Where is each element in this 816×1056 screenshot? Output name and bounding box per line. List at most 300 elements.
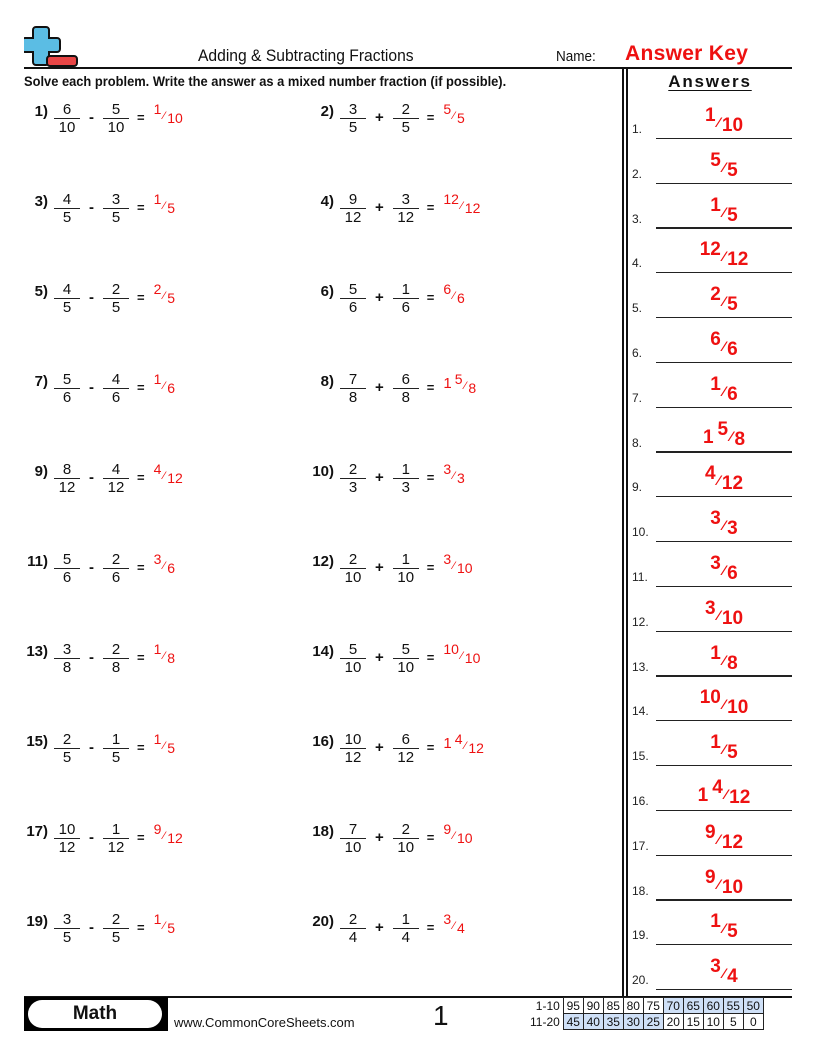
fraction-slash: ⁄: [717, 114, 720, 130]
answer-label: 11.: [632, 570, 648, 584]
denominator: 4: [340, 928, 366, 946]
operator: -: [89, 828, 94, 846]
answer-key-row: [628, 587, 792, 632]
numerator: 4: [111, 460, 121, 478]
score-cell: 75: [643, 998, 663, 1014]
answer-key-row: [628, 408, 792, 453]
fraction-slash: ⁄: [163, 919, 166, 932]
answer-denominator: 5: [457, 109, 465, 126]
denominator: 12: [393, 208, 419, 226]
problem-item: [300, 98, 465, 138]
answer-denominator: 5: [727, 159, 738, 181]
problem-item: [300, 728, 484, 768]
answer-label: 20.: [632, 973, 649, 988]
numerator: 2: [111, 910, 121, 928]
problem-answer: [443, 460, 465, 486]
denominator: 12: [340, 748, 366, 766]
problem-item: [14, 188, 175, 228]
problem-number: 6): [320, 282, 334, 300]
problem-number: 4): [320, 192, 334, 210]
answer-label: 12.: [632, 614, 649, 629]
numerator: 1: [401, 550, 410, 568]
fraction-a: [340, 731, 366, 766]
score-range-label: 1-10: [535, 998, 560, 1013]
answer-label: 13.: [632, 659, 649, 674]
answer-numerator: 4: [712, 777, 723, 798]
denominator: 10: [393, 568, 419, 586]
answer-denominator: 5: [167, 739, 176, 756]
answer-value: [656, 911, 792, 943]
answer-numerator: 1: [153, 100, 162, 117]
numerator: 4: [111, 370, 121, 388]
fraction-slash: ⁄: [464, 379, 467, 392]
operator: -: [89, 288, 94, 306]
fraction-slash: ⁄: [722, 920, 726, 937]
answer-label: 7.: [632, 390, 643, 405]
denominator: 5: [54, 298, 80, 316]
answer-value: [656, 194, 792, 226]
fraction-slash: ⁄: [722, 338, 726, 354]
denominator: 6: [103, 388, 129, 406]
equals-sign: =: [426, 199, 435, 215]
answer-label: 17.: [632, 838, 649, 853]
fraction-slash: ⁄: [460, 649, 463, 662]
answer-value: [656, 777, 792, 808]
answer-key-row: [628, 676, 792, 721]
denominator: 10: [393, 838, 419, 856]
fraction-slash: ⁄: [453, 829, 455, 842]
numerator: 9: [348, 190, 358, 208]
fraction-slash: ⁄: [453, 469, 455, 482]
answer-numerator: 3: [704, 597, 716, 619]
answer-denominator: 6: [457, 289, 465, 306]
operator: +: [375, 468, 384, 486]
answer-value: [656, 732, 792, 764]
answer-denominator: 6: [167, 379, 176, 396]
numerator: 3: [401, 190, 410, 208]
fraction-b: [103, 371, 129, 406]
answer-key-row: [628, 228, 792, 273]
problem-answer: [443, 730, 484, 756]
operator: +: [375, 288, 384, 306]
answer-label: 18.: [632, 883, 649, 898]
problem-item: [300, 818, 473, 858]
fraction-slash: ⁄: [163, 289, 166, 302]
answer-key-row: [628, 721, 792, 766]
denominator: 8: [393, 388, 419, 406]
score-cell: 85: [603, 998, 623, 1014]
subject-badge: Math: [28, 1000, 162, 1028]
problem-item: [300, 548, 473, 588]
answer-numerator: 3: [710, 956, 721, 978]
equals-sign: =: [426, 289, 435, 305]
numerator: 7: [348, 370, 358, 388]
denominator: 10: [340, 568, 366, 586]
score-cell: 65: [683, 998, 703, 1014]
numerator: 2: [111, 640, 121, 658]
fraction-slash: ⁄: [722, 965, 726, 982]
problem-number: 12): [312, 552, 334, 570]
answer-value: [656, 149, 792, 181]
score-cell: 70: [663, 998, 683, 1014]
score-cell: 60: [703, 998, 723, 1014]
answer-label: 15.: [632, 749, 649, 764]
numerator: 2: [348, 550, 358, 568]
operator: -: [89, 108, 94, 126]
problem-answer: [443, 820, 473, 846]
answer-denominator: 12: [729, 787, 751, 808]
fraction-slash: ⁄: [717, 830, 720, 847]
answer-denominator: 4: [727, 966, 738, 988]
fraction-b: [103, 281, 129, 316]
answer-numerator: 2: [710, 284, 721, 306]
site-url[interactable]: www.CommonCoreSheets.com: [174, 1015, 355, 1030]
denominator: 6: [54, 568, 80, 586]
fraction-a: [340, 821, 366, 856]
numerator: 3: [111, 190, 121, 208]
denominator: 8: [340, 388, 366, 406]
answer-key-row: [628, 273, 792, 318]
equals-sign: =: [426, 829, 435, 845]
problem-answer: [153, 550, 176, 576]
problem-item: [300, 278, 465, 318]
answer-numerator: 1: [153, 370, 162, 387]
answer-denominator: 3: [727, 518, 738, 540]
fraction-b: [103, 191, 129, 226]
fraction-slash: ⁄: [453, 559, 455, 572]
problem-answer: [153, 190, 176, 216]
answer-whole: 1: [443, 374, 452, 392]
answer-numerator: 3: [443, 460, 452, 477]
fraction-a: [340, 551, 366, 586]
equals-sign: =: [137, 379, 145, 395]
answer-key-row: [628, 452, 792, 497]
answer-denominator: 8: [727, 652, 738, 674]
problem-number: 3): [34, 192, 48, 210]
problem-answer: [153, 100, 183, 126]
answer-label: 10.: [632, 525, 649, 540]
answer-denominator: 4: [457, 919, 465, 936]
fraction-b: [103, 551, 129, 586]
fraction-b: [103, 641, 129, 676]
fraction-slash: ⁄: [722, 696, 726, 713]
score-cell: 0: [743, 1014, 763, 1030]
fraction-a: [340, 911, 366, 946]
fraction-slash: ⁄: [163, 829, 166, 842]
answer-key-row: [628, 811, 792, 856]
operator: -: [89, 558, 94, 576]
numerator: 7: [348, 820, 358, 838]
score-cell: 30: [623, 1014, 643, 1030]
denominator: 12: [340, 208, 366, 226]
worksheet-title: Adding & Subtracting Fractions: [198, 46, 414, 65]
fraction-a: [54, 551, 80, 586]
answer-value: [656, 508, 792, 540]
answer-denominator: 6: [727, 383, 738, 405]
answer-numerator: 1: [153, 910, 162, 927]
numerator: 1: [111, 820, 121, 838]
score-cell: 40: [583, 1014, 603, 1030]
answer-label: 9.: [632, 480, 643, 495]
score-cell: 45: [563, 1014, 583, 1030]
problem-item: [300, 638, 480, 678]
answers-heading: Answers: [668, 72, 752, 91]
score-table: [528, 997, 764, 1030]
problem-number: 1): [34, 102, 48, 120]
answer-numerator: 1: [710, 911, 721, 933]
numerator: 10: [58, 820, 76, 838]
fraction-slash: ⁄: [722, 517, 726, 534]
equals-sign: =: [137, 559, 145, 575]
problem-item: [300, 188, 480, 228]
fraction-slash: ⁄: [730, 427, 733, 444]
score-cell: 55: [723, 998, 743, 1014]
operator: -: [89, 198, 94, 216]
answer-numerator: 5: [710, 149, 721, 171]
instructions: Solve each problem. Write the answer as a mixed number fraction (if possible).: [24, 73, 507, 89]
problem-item: [14, 368, 175, 408]
fraction-slash: ⁄: [722, 382, 726, 399]
equals-sign: =: [426, 649, 435, 665]
numerator: 5: [348, 280, 358, 298]
answer-denominator: 6: [727, 339, 738, 360]
answer-label: 5.: [632, 301, 643, 316]
problem-item: [14, 818, 183, 858]
answer-value: [656, 956, 792, 988]
header-divider: [24, 67, 792, 69]
denominator: 10: [54, 118, 80, 136]
answer-denominator: 12: [727, 249, 749, 271]
fraction-b: [393, 191, 419, 226]
answer-denominator: 8: [167, 649, 176, 666]
answer-denominator: 12: [721, 473, 744, 495]
fraction-b: [393, 101, 419, 136]
answer-numerator: 1: [710, 373, 721, 395]
problem-item: [300, 368, 476, 408]
problem-item: [14, 728, 175, 768]
operator: -: [89, 918, 94, 936]
answer-numerator: 2: [153, 280, 162, 297]
equals-sign: =: [137, 739, 145, 755]
numerator: 2: [401, 820, 410, 838]
fraction-slash: ⁄: [163, 469, 166, 482]
problem-answer: [153, 910, 176, 936]
answer-numerator: 1: [153, 730, 162, 747]
fraction-a: [340, 191, 366, 226]
problem-answer: [153, 820, 183, 846]
denominator: 5: [103, 298, 129, 316]
problem-number: 7): [34, 372, 48, 390]
operator: +: [375, 738, 384, 756]
column-divider: [622, 68, 624, 996]
answer-label: 2.: [632, 166, 643, 181]
denominator: 12: [103, 838, 129, 856]
problem-answer: [443, 280, 465, 306]
answer-value: [656, 105, 792, 136]
answer-numerator: 1: [710, 732, 721, 754]
problem-number: 14): [312, 642, 334, 660]
fraction-b: [393, 371, 419, 406]
page-number: 1: [433, 1000, 449, 1031]
problem-number: 2): [320, 102, 334, 120]
numerator: 2: [111, 550, 121, 568]
answer-denominator: 5: [727, 742, 738, 764]
score-cell: 15: [683, 1014, 703, 1030]
numerator: 3: [62, 640, 72, 658]
score-range-label: 11-20: [530, 1014, 560, 1029]
denominator: 3: [340, 478, 366, 496]
fraction-slash: ⁄: [724, 786, 728, 802]
fraction-slash: ⁄: [717, 875, 720, 892]
equals-sign: =: [137, 649, 145, 665]
answer-key-row: [628, 766, 792, 811]
problem-answer: [153, 730, 176, 756]
answer-numerator: 9: [704, 821, 716, 843]
problem-answer: [153, 280, 176, 306]
score-cell: 5: [723, 1014, 743, 1030]
answer-key-row: [628, 139, 792, 184]
fraction-slash: ⁄: [722, 651, 726, 668]
equals-sign: =: [426, 739, 435, 755]
answer-denominator: 6: [727, 563, 738, 584]
fraction-slash: ⁄: [464, 739, 467, 752]
problem-item: [14, 908, 175, 948]
fraction-slash: ⁄: [163, 739, 166, 752]
answer-denominator: 12: [464, 199, 481, 216]
numerator: 4: [62, 190, 72, 208]
problem-answer: [153, 370, 176, 396]
numerator: 1: [401, 460, 410, 478]
equals-sign: =: [137, 469, 145, 485]
fraction-a: [340, 371, 366, 406]
answer-denominator: 5: [727, 204, 738, 226]
fraction-b: [103, 911, 129, 946]
numerator: 3: [348, 100, 358, 118]
numerator: 1: [401, 280, 410, 298]
fraction-a: [54, 371, 80, 406]
fraction-a: [54, 911, 80, 946]
fraction-slash: ⁄: [717, 472, 720, 489]
numerator: 2: [62, 730, 72, 748]
fraction-a: [340, 461, 366, 496]
answer-denominator: 10: [457, 559, 473, 576]
equals-sign: =: [426, 379, 435, 395]
denominator: 5: [54, 748, 80, 766]
answer-key-row: [628, 900, 792, 945]
problem-answer: [443, 550, 473, 576]
equals-sign: =: [137, 109, 145, 125]
denominator: 5: [54, 928, 80, 946]
answer-key-row: [628, 497, 792, 542]
problem-number: 13): [26, 642, 48, 660]
fraction-slash: ⁄: [722, 741, 726, 758]
equals-sign: =: [426, 109, 435, 125]
denominator: 12: [393, 748, 419, 766]
score-cell: 95: [563, 998, 583, 1014]
denominator: 10: [340, 658, 366, 676]
numerator: 5: [111, 100, 121, 118]
numerator: 6: [62, 100, 72, 118]
answer-numerator: 4: [454, 730, 463, 747]
equals-sign: =: [137, 289, 145, 305]
numerator: 5: [348, 640, 358, 658]
answer-numerator: 3: [710, 553, 721, 574]
denominator: 3: [393, 478, 419, 496]
score-cell: 10: [703, 1014, 723, 1030]
fraction-b: [103, 461, 129, 496]
equals-sign: =: [137, 199, 145, 215]
score-row: [528, 998, 763, 1014]
problem-answer: [443, 190, 481, 216]
answer-denominator: 5: [167, 199, 176, 216]
answer-numerator: 5: [454, 370, 463, 387]
answer-value: [656, 597, 792, 629]
problem-number: 5): [34, 282, 48, 300]
problem-item: [300, 458, 465, 498]
fraction-slash: ⁄: [163, 109, 166, 122]
problem-item: [300, 908, 465, 948]
fraction-a: [340, 101, 366, 136]
answer-value: [656, 463, 792, 495]
numerator: 10: [344, 730, 362, 748]
denominator: 6: [54, 388, 80, 406]
answer-numerator: 4: [704, 463, 716, 485]
problem-item: [14, 98, 183, 138]
problem-number: 19): [26, 912, 48, 930]
operator: +: [375, 828, 384, 846]
numerator: 6: [401, 730, 410, 748]
operator: +: [375, 108, 384, 126]
answer-numerator: 3: [443, 910, 452, 927]
answer-numerator: 3: [443, 550, 452, 567]
answer-denominator: 10: [464, 649, 481, 666]
answer-numerator: 12: [699, 239, 721, 261]
answer-key-row: [628, 632, 792, 677]
problem-answer: [153, 460, 183, 486]
numerator: 2: [348, 460, 358, 478]
fraction-a: [340, 641, 366, 676]
problem-number: 18): [312, 822, 334, 840]
fraction-slash: ⁄: [722, 293, 726, 310]
score-cell: 50: [743, 998, 763, 1014]
fraction-b: [393, 731, 419, 766]
equals-sign: =: [137, 829, 145, 845]
answer-numerator: 5: [443, 100, 452, 117]
answer-denominator: 5: [167, 919, 176, 936]
denominator: 12: [54, 838, 80, 856]
answer-label: 16.: [632, 794, 649, 808]
fraction-slash: ⁄: [722, 248, 726, 265]
operator: -: [89, 648, 94, 666]
answer-whole: 1: [443, 734, 452, 752]
answer-denominator: 10: [721, 876, 744, 898]
answer-numerator: 10: [443, 640, 459, 657]
score-cell: 20: [663, 1014, 683, 1030]
score-cell: 90: [583, 998, 603, 1014]
answer-value: [656, 329, 792, 360]
answer-numerator: 12: [443, 190, 459, 207]
fraction-slash: ⁄: [163, 559, 166, 572]
fraction-a: [54, 461, 80, 496]
fraction-b: [393, 821, 419, 856]
answer-denominator: 5: [167, 289, 176, 306]
fraction-slash: ⁄: [722, 562, 726, 578]
operator: -: [89, 378, 94, 396]
answer-denominator: 10: [721, 607, 744, 629]
answer-label: 14.: [632, 704, 649, 719]
answer-denominator: 10: [457, 829, 473, 846]
answer-denominator: 12: [721, 831, 744, 853]
